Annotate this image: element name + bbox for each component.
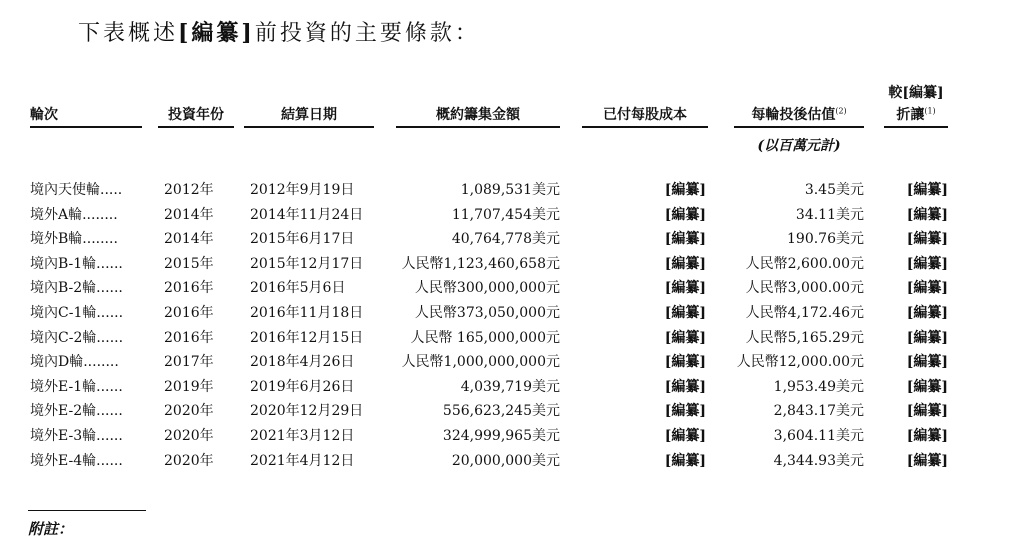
cell-settlement-date: 2015年12月17日: [250, 255, 364, 272]
cell-valuation: 190.76美元: [787, 231, 864, 248]
cell-round: 境內B-1輪......: [30, 255, 123, 272]
cell-discount: [編纂]: [906, 305, 948, 321]
header-amount: 概約籌集金額: [436, 107, 520, 123]
header-year-underline: [158, 126, 234, 128]
notes-label: 附註：: [28, 520, 74, 538]
intro-before: 下表概述: [78, 21, 179, 46]
cell-round: 境內C-1輪......: [30, 305, 124, 321]
cell-cost-per-share: [編纂]: [664, 206, 706, 223]
cell-cost-per-share: [編纂]: [664, 403, 706, 420]
cell-valuation: 34.11美元: [795, 206, 864, 223]
header-year: 投資年份: [168, 107, 224, 123]
cell-amount: 人民幣300,000,000元: [414, 280, 560, 297]
cell-settlement-date: 2016年12月15日: [250, 329, 364, 346]
cell-round: 境外E-3輪......: [30, 428, 123, 444]
header-settlement-date-underline: [244, 126, 374, 128]
cell-year: 2017年: [164, 354, 214, 371]
cell-valuation: 3,604.11美元: [773, 428, 864, 444]
cell-round: 境外E-2輪......: [30, 403, 123, 420]
cell-discount: [編纂]: [906, 206, 948, 223]
cell-year: 2015年: [164, 255, 214, 272]
cell-valuation: 人民幣4,172.46元: [745, 305, 864, 321]
cell-year: 2014年: [164, 231, 214, 248]
cell-year: 2016年: [164, 305, 214, 321]
cell-year: 2016年: [164, 280, 214, 297]
header-discount-line2: [884, 104, 948, 124]
cell-valuation: 4,344.93美元: [773, 452, 864, 469]
cell-discount: [編纂]: [906, 403, 948, 420]
header-discount-note: (1): [924, 106, 936, 116]
cell-discount: [編纂]: [906, 255, 948, 272]
cell-discount: [編纂]: [906, 329, 948, 346]
cell-year: 2020年: [164, 428, 214, 444]
header-round-underline: [30, 126, 142, 128]
header-amount-underline: [396, 126, 560, 128]
cell-amount: 556,623,245美元: [442, 403, 560, 420]
cell-discount: [編纂]: [906, 182, 948, 198]
cell-settlement-date: 2015年6月17日: [250, 231, 355, 248]
cell-year: 2020年: [164, 452, 214, 469]
cell-year: 2012年: [164, 182, 214, 198]
cell-discount: [編纂]: [906, 378, 948, 395]
cell-cost-per-share: [編纂]: [664, 354, 706, 371]
cell-round: 境外A輪........: [30, 206, 118, 223]
cell-amount: 40,764,778美元: [451, 231, 560, 248]
header-unit: (以百萬元計): [757, 138, 841, 154]
cell-amount: 人民幣1,000,000,000元: [401, 354, 560, 371]
cell-cost-per-share: [編纂]: [664, 231, 706, 248]
cell-cost-per-share: [編纂]: [664, 182, 706, 198]
cell-valuation: 人民幣5,165.29元: [745, 329, 864, 346]
header-discount-line1: 較[編纂]: [888, 85, 944, 101]
cell-year: 2020年: [164, 403, 214, 420]
cell-round: 境內天使輪.....: [30, 182, 123, 198]
cell-cost-per-share: [編纂]: [664, 280, 706, 297]
cell-cost-per-share: [編纂]: [664, 378, 706, 395]
cell-settlement-date: 2020年12月29日: [250, 403, 364, 420]
cell-round: 境內D輪........: [30, 354, 119, 371]
header-cost-per-share: 已付每股成本: [603, 107, 687, 123]
header-discount-text: 折讓: [896, 107, 925, 123]
cell-discount: [編纂]: [906, 231, 948, 248]
header-valuation-note: (2): [835, 106, 847, 116]
header-discount-underline: [884, 126, 948, 128]
cell-settlement-date: 2021年3月12日: [250, 428, 355, 444]
cell-settlement-date: 2018年4月26日: [250, 354, 355, 371]
cell-discount: [編纂]: [906, 354, 948, 371]
cell-amount: 人民幣1,123,460,658元: [401, 255, 560, 272]
cell-round: 境外B輪........: [30, 231, 118, 248]
cell-amount: 324,999,965美元: [442, 428, 560, 444]
cell-discount: [編纂]: [906, 452, 948, 469]
cell-round: 境外E-4輪......: [30, 452, 123, 469]
header-round: 輪次: [30, 107, 58, 123]
cell-amount: 11,707,454美元: [451, 206, 560, 223]
cell-valuation: 人民幣12,000.00元: [736, 354, 864, 371]
cell-year: 2014年: [164, 206, 214, 223]
cell-amount: 人民幣 165,000,000元: [410, 329, 560, 346]
intro-after: 前投資的主要條款：: [254, 21, 480, 46]
header-valuation-underline: [734, 126, 864, 128]
cell-cost-per-share: [編纂]: [664, 329, 706, 346]
header-valuation-text: 每輪投後估值: [751, 107, 836, 123]
notes-divider: [28, 510, 146, 511]
cell-settlement-date: 2014年11月24日: [250, 206, 364, 223]
cell-amount: 4,039,719美元: [460, 378, 560, 395]
cell-valuation: 1,953.49美元: [773, 378, 864, 395]
intro-sentence: [78, 16, 480, 47]
cell-valuation: 人民幣2,600.00元: [745, 255, 864, 272]
cell-settlement-date: 2016年5月6日: [250, 280, 346, 297]
cell-year: 2019年: [164, 378, 214, 395]
cell-settlement-date: 2019年6月26日: [250, 378, 355, 395]
cell-cost-per-share: [編纂]: [664, 428, 706, 444]
cell-cost-per-share: [編纂]: [664, 255, 706, 272]
cell-settlement-date: 2021年4月12日: [250, 452, 355, 469]
header-cost-per-share-underline: [582, 126, 708, 128]
cell-round: 境外E-1輪......: [30, 378, 123, 395]
cell-amount: 人民幣373,050,000元: [414, 305, 560, 321]
cell-cost-per-share: [編纂]: [664, 452, 706, 469]
cell-discount: [編纂]: [906, 280, 948, 297]
cell-settlement-date: 2012年9月19日: [250, 182, 355, 198]
cell-amount: 1,089,531美元: [460, 182, 560, 198]
cell-valuation: 人民幣3,000.00元: [745, 280, 864, 297]
cell-round: 境內B-2輪......: [30, 280, 123, 297]
header-valuation: [734, 104, 864, 124]
cell-year: 2016年: [164, 329, 214, 346]
intro-redacted: [編纂]: [178, 20, 255, 46]
cell-cost-per-share: [編纂]: [664, 305, 706, 321]
cell-discount: [編纂]: [906, 428, 948, 444]
cell-valuation: 3.45美元: [804, 182, 864, 198]
cell-amount: 20,000,000美元: [451, 452, 560, 469]
cell-settlement-date: 2016年11月18日: [250, 305, 364, 321]
cell-valuation: 2,843.17美元: [773, 403, 864, 420]
header-settlement-date: 結算日期: [281, 107, 337, 123]
cell-round: 境內C-2輪......: [30, 329, 124, 346]
